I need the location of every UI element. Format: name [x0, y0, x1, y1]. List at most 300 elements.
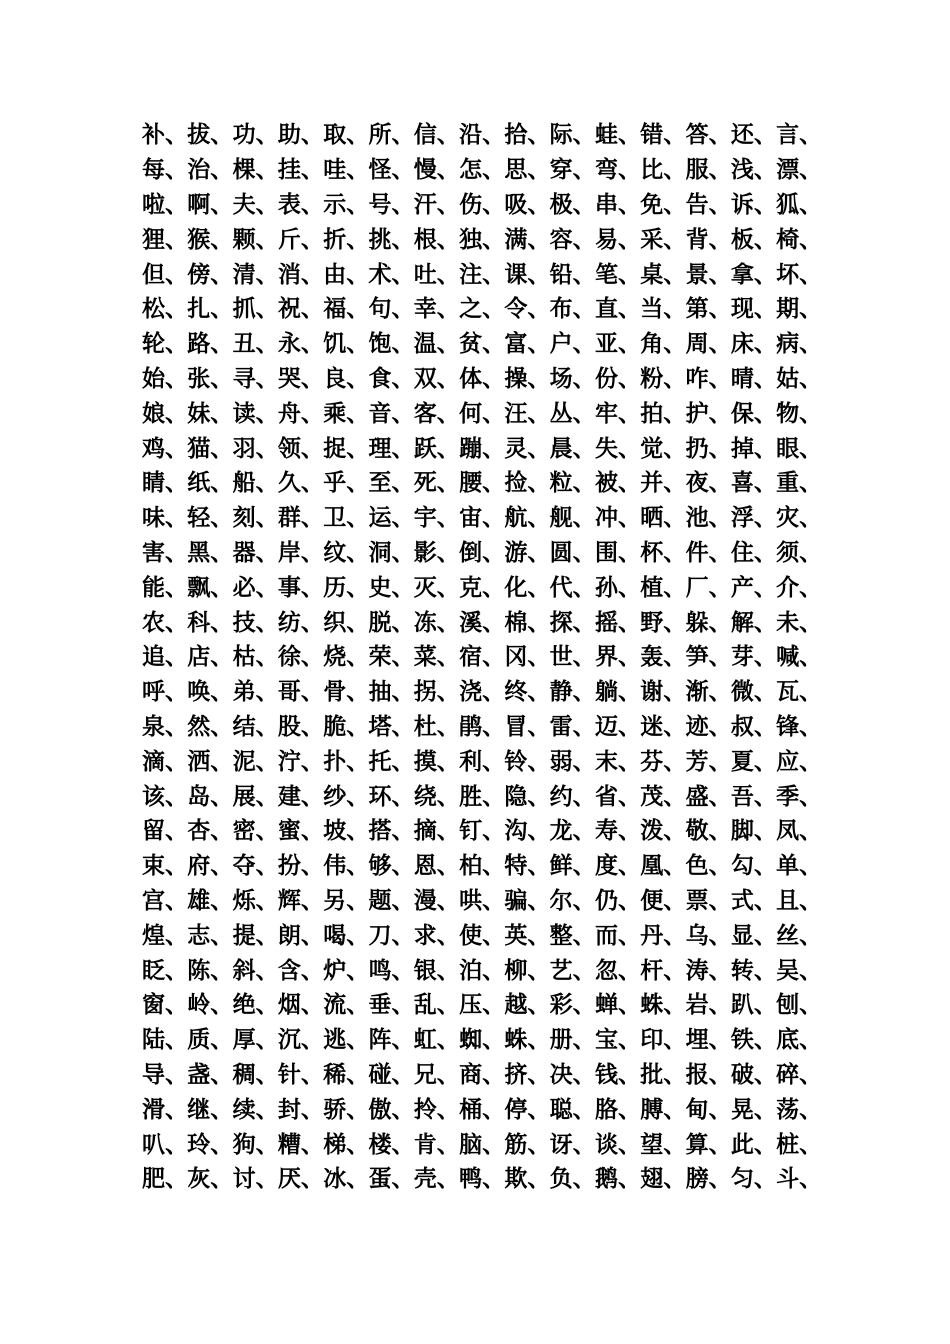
character-item: 采、 [640, 226, 687, 253]
character-item: 滴、 [142, 748, 188, 775]
character-item: 结、 [232, 713, 279, 740]
character-item: 另、 [323, 887, 370, 914]
character-item: 摘、 [413, 818, 460, 845]
character-item: 筋、 [504, 1131, 551, 1158]
character-item: 轰、 [640, 644, 687, 671]
character-row [142, 1127, 822, 1162]
character-item: 烧、 [323, 644, 370, 671]
character-item: 伤、 [459, 191, 506, 218]
character-item: 骗、 [504, 887, 551, 914]
character-item: 泉、 [142, 713, 188, 740]
character-item: 压、 [459, 992, 506, 1019]
character-item: 颗、 [232, 226, 279, 253]
character-item: 灭、 [413, 574, 460, 601]
character-item: 蜘、 [459, 1027, 506, 1054]
character-item: 稀、 [323, 1061, 370, 1088]
character-item: 桩、 [776, 1131, 823, 1158]
character-item: 令、 [504, 296, 551, 323]
character-item: 直、 [594, 296, 641, 323]
character-item: 纺、 [277, 609, 324, 636]
character-item: 而、 [594, 922, 641, 949]
character-item: 拿、 [730, 261, 777, 288]
character-item: 丝、 [776, 922, 823, 949]
character-row [142, 1058, 822, 1093]
character-item: 荣、 [368, 644, 415, 671]
character-item: 建、 [277, 783, 324, 810]
character-item: 躲、 [685, 609, 732, 636]
character-item: 芽、 [730, 644, 777, 671]
character-item: 角、 [640, 331, 687, 358]
character-item: 岩、 [685, 992, 732, 1019]
character-item: 恩、 [413, 853, 460, 880]
character-item: 始、 [142, 365, 188, 392]
character-item: 言、 [776, 122, 823, 149]
character-item: 张、 [187, 365, 234, 392]
character-item: 越、 [504, 992, 551, 1019]
character-item: 比、 [640, 157, 687, 184]
character-item: 串、 [594, 191, 641, 218]
character-item: 芬、 [640, 748, 687, 775]
character-row [142, 1023, 822, 1058]
character-item: 特、 [504, 853, 551, 880]
character-item: 摸、 [413, 748, 460, 775]
character-item: 蛛、 [640, 992, 687, 1019]
character-item: 蛙、 [594, 122, 641, 149]
character-item: 饥、 [323, 331, 370, 358]
character-item: 式、 [730, 887, 777, 914]
character-item: 束、 [142, 853, 188, 880]
character-item: 幸、 [413, 296, 460, 323]
character-item: 烟、 [277, 992, 324, 1019]
character-item: 续、 [232, 1096, 279, 1123]
character-item: 搭、 [368, 818, 415, 845]
character-item: 桌、 [640, 261, 687, 288]
character-item: 破、 [730, 1061, 777, 1088]
character-item: 末、 [594, 748, 641, 775]
character-item: 野、 [640, 609, 687, 636]
character-item: 怪、 [368, 157, 415, 184]
character-item: 告、 [685, 191, 732, 218]
character-item: 拾、 [504, 122, 551, 149]
character-item: 迹、 [685, 713, 732, 740]
character-item: 体、 [459, 365, 506, 392]
character-item: 整、 [549, 922, 596, 949]
character-item: 捡、 [504, 470, 551, 497]
character-item: 浇、 [459, 679, 506, 706]
character-item: 灵、 [504, 435, 551, 462]
character-item: 银、 [413, 957, 460, 984]
character-item: 密、 [232, 818, 279, 845]
character-item: 宫、 [142, 887, 188, 914]
character-item: 躺、 [594, 679, 641, 706]
character-item: 菜、 [413, 644, 460, 671]
character-item: 所、 [368, 122, 415, 149]
character-item: 味、 [142, 505, 188, 532]
character-item: 兄、 [413, 1061, 460, 1088]
character-item: 坏、 [776, 261, 823, 288]
character-item: 骨、 [323, 679, 370, 706]
character-item: 治、 [187, 157, 234, 184]
character-item: 龙、 [549, 818, 596, 845]
character-item: 舟、 [277, 400, 324, 427]
character-item: 由、 [323, 261, 370, 288]
character-item: 度、 [594, 853, 641, 880]
character-item: 该、 [142, 783, 188, 810]
character-item: 第、 [685, 296, 732, 323]
character-item: 周、 [685, 331, 732, 358]
character-item: 当、 [640, 296, 687, 323]
character-item: 现、 [730, 296, 777, 323]
character-item: 期、 [776, 296, 823, 323]
character-item: 极、 [549, 191, 596, 218]
character-item: 易、 [594, 226, 641, 253]
character-item: 双、 [413, 365, 460, 392]
character-item: 绕、 [413, 783, 460, 810]
character-item: 宇、 [413, 505, 460, 532]
character-item: 食、 [368, 365, 415, 392]
character-item: 抓、 [232, 296, 279, 323]
character-item: 思、 [504, 157, 551, 184]
character-item: 趴、 [730, 992, 777, 1019]
character-item: 票、 [685, 887, 732, 914]
character-row [142, 710, 822, 745]
character-item: 钉、 [459, 818, 506, 845]
character-item: 求、 [413, 922, 460, 949]
character-item: 追、 [142, 644, 188, 671]
character-item: 鸡、 [142, 435, 188, 462]
character-item: 取、 [323, 122, 370, 149]
character-item: 诉、 [730, 191, 777, 218]
character-item: 逃、 [323, 1027, 370, 1054]
character-item: 乘、 [323, 400, 370, 427]
character-item: 注、 [459, 261, 506, 288]
character-item: 跃、 [413, 435, 460, 462]
character-item: 岭、 [187, 992, 234, 1019]
character-item: 桶、 [459, 1096, 506, 1123]
character-item: 克、 [459, 574, 506, 601]
character-item: 垂、 [368, 992, 415, 1019]
character-item: 久、 [277, 470, 324, 497]
character-item: 胜、 [459, 783, 506, 810]
character-item: 信、 [413, 122, 460, 149]
character-item: 松、 [142, 296, 188, 323]
character-item: 音、 [368, 400, 415, 427]
character-item: 胳、 [594, 1096, 641, 1123]
character-item: 并、 [640, 470, 687, 497]
character-item: 扎、 [187, 296, 234, 323]
character-item: 鹅、 [594, 1166, 641, 1193]
character-item: 物、 [776, 400, 823, 427]
character-item: 助、 [277, 122, 324, 149]
character-item: 富、 [504, 331, 551, 358]
character-item: 影、 [413, 539, 460, 566]
character-item: 流、 [323, 992, 370, 1019]
character-item: 何、 [459, 400, 506, 427]
character-item: 操、 [504, 365, 551, 392]
character-item: 叭、 [142, 1131, 188, 1158]
character-item: 应、 [776, 748, 823, 775]
character-row [142, 188, 822, 223]
character-item: 丛、 [549, 400, 596, 427]
character-item: 际、 [549, 122, 596, 149]
character-row [142, 918, 822, 953]
character-item: 清、 [232, 261, 279, 288]
character-item: 含、 [277, 957, 324, 984]
character-item: 厌、 [277, 1166, 324, 1193]
character-item: 陆、 [142, 1027, 188, 1054]
character-item: 泼、 [640, 818, 687, 845]
character-item: 独、 [459, 226, 506, 253]
character-item: 凤、 [776, 818, 823, 845]
character-item: 碎、 [776, 1061, 823, 1088]
character-item: 游、 [504, 539, 551, 566]
character-item: 批、 [640, 1061, 687, 1088]
character-item: 沉、 [277, 1027, 324, 1054]
character-item: 静、 [549, 679, 596, 706]
character-item: 英、 [504, 922, 551, 949]
character-item: 理、 [368, 435, 415, 462]
character-item: 洒、 [187, 748, 234, 775]
character-item: 提、 [232, 922, 279, 949]
character-item: 环、 [368, 783, 415, 810]
character-item: 化、 [504, 574, 551, 601]
character-item: 艺、 [549, 957, 596, 984]
character-item: 吾、 [730, 783, 777, 810]
character-item: 蛛、 [504, 1027, 551, 1054]
character-item: 睛、 [142, 470, 188, 497]
character-item: 店、 [187, 644, 234, 671]
character-item: 鹃、 [459, 713, 506, 740]
character-row [142, 362, 822, 397]
character-item: 狗、 [232, 1131, 279, 1158]
character-item: 瓦、 [776, 679, 823, 706]
character-row [142, 849, 822, 884]
character-row [142, 744, 822, 779]
character-item: 椅、 [776, 226, 823, 253]
character-item: 哥、 [277, 679, 324, 706]
character-item: 纹、 [323, 539, 370, 566]
character-item: 甸、 [685, 1096, 732, 1123]
character-item: 埋、 [685, 1027, 732, 1054]
character-item: 笋、 [685, 644, 732, 671]
character-item: 必、 [232, 574, 279, 601]
character-item: 牢、 [594, 400, 641, 427]
character-row [142, 988, 822, 1023]
character-row [142, 327, 822, 362]
character-item: 冈、 [504, 644, 551, 671]
character-item: 报、 [685, 1061, 732, 1088]
character-item: 器、 [232, 539, 279, 566]
character-item: 吴、 [776, 957, 823, 984]
character-item: 滑、 [142, 1096, 188, 1123]
character-item: 住、 [730, 539, 777, 566]
character-item: 代、 [549, 574, 596, 601]
character-item: 使、 [459, 922, 506, 949]
character-item: 玲、 [187, 1131, 234, 1158]
character-item: 床、 [730, 331, 777, 358]
character-item: 浅、 [730, 157, 777, 184]
character-item: 聪、 [549, 1096, 596, 1123]
character-item: 冻、 [413, 609, 460, 636]
character-item: 轻、 [187, 505, 234, 532]
character-item: 停、 [504, 1096, 551, 1123]
character-item: 杆、 [640, 957, 687, 984]
character-item: 朗、 [277, 922, 324, 949]
character-item: 咋、 [685, 365, 732, 392]
character-item: 壳、 [413, 1166, 460, 1193]
character-item: 错、 [640, 122, 687, 149]
character-item: 鸣、 [368, 957, 415, 984]
character-item: 农、 [142, 609, 188, 636]
character-item: 泞、 [277, 748, 324, 775]
character-item: 至、 [368, 470, 415, 497]
character-item: 祝、 [277, 296, 324, 323]
character-item: 稠、 [232, 1061, 279, 1088]
character-item: 功、 [232, 122, 279, 149]
character-item: 阵、 [368, 1027, 415, 1054]
character-row [142, 640, 822, 675]
character-item: 运、 [368, 505, 415, 532]
character-item: 敬、 [685, 818, 732, 845]
character-row [142, 431, 822, 466]
character-item: 欺、 [504, 1166, 551, 1193]
character-item: 但、 [142, 261, 188, 288]
character-item: 针、 [277, 1061, 324, 1088]
character-item: 夜、 [685, 470, 732, 497]
character-item: 负、 [549, 1166, 596, 1193]
character-item: 景、 [685, 261, 732, 288]
character-item: 挂、 [277, 157, 324, 184]
character-item: 导、 [142, 1061, 188, 1088]
character-item: 微、 [730, 679, 777, 706]
character-row [142, 1092, 822, 1127]
character-item: 乌、 [685, 922, 732, 949]
character-item: 楼、 [368, 1131, 415, 1158]
character-item: 眼、 [776, 435, 823, 462]
character-item: 膊、 [640, 1096, 687, 1123]
character-item: 服、 [685, 157, 732, 184]
character-item: 溪、 [459, 609, 506, 636]
character-item: 读、 [232, 400, 279, 427]
character-item: 死、 [413, 470, 460, 497]
character-item: 商、 [459, 1061, 506, 1088]
character-item: 池、 [685, 505, 732, 532]
character-item: 补、 [142, 122, 188, 149]
character-item: 护、 [685, 400, 732, 427]
character-item: 晨、 [549, 435, 596, 462]
character-item: 害、 [142, 539, 188, 566]
character-item: 笔、 [594, 261, 641, 288]
character-item: 吸、 [504, 191, 551, 218]
character-item: 忽、 [594, 957, 641, 984]
character-item: 航、 [504, 505, 551, 532]
character-item: 够、 [368, 853, 415, 880]
character-item: 喜、 [730, 470, 777, 497]
character-row [142, 884, 822, 919]
character-item: 喝、 [323, 922, 370, 949]
character-item: 利、 [459, 748, 506, 775]
character-item: 份、 [594, 365, 641, 392]
character-item: 扮、 [277, 853, 324, 880]
character-item: 册、 [549, 1027, 596, 1054]
character-item: 腰、 [459, 470, 506, 497]
character-item: 汗、 [413, 191, 460, 218]
character-item: 勾、 [730, 853, 777, 880]
character-item: 蝉、 [594, 992, 641, 1019]
character-item: 抽、 [368, 679, 415, 706]
character-item: 迷、 [640, 713, 687, 740]
character-item: 捉、 [323, 435, 370, 462]
character-item: 扑、 [323, 748, 370, 775]
character-item: 史、 [368, 574, 415, 601]
character-item: 肥、 [142, 1166, 188, 1193]
character-item: 枯、 [232, 644, 279, 671]
character-item: 叔、 [730, 713, 777, 740]
character-item: 锋、 [776, 713, 823, 740]
character-item: 慢、 [413, 157, 460, 184]
character-item: 课、 [504, 261, 551, 288]
character-item: 洞、 [368, 539, 415, 566]
character-item: 泥、 [232, 748, 279, 775]
character-item: 傍、 [187, 261, 234, 288]
character-item: 隐、 [504, 783, 551, 810]
character-item: 晒、 [640, 505, 687, 532]
character-item: 冒、 [504, 713, 551, 740]
character-item: 哭、 [277, 365, 324, 392]
character-item: 窗、 [142, 992, 188, 1019]
character-item: 府、 [187, 853, 234, 880]
character-item: 尔、 [549, 887, 596, 914]
character-item: 倒、 [459, 539, 506, 566]
character-item: 示、 [323, 191, 370, 218]
character-item: 解、 [730, 609, 777, 636]
character-item: 场、 [549, 365, 596, 392]
character-item: 迈、 [594, 713, 641, 740]
character-item: 徐、 [277, 644, 324, 671]
character-item: 答、 [685, 122, 732, 149]
character-item: 扔、 [685, 435, 732, 462]
character-row [142, 222, 822, 257]
character-row [142, 118, 822, 153]
character-item: 底、 [776, 1027, 823, 1054]
character-item: 拍、 [640, 400, 687, 427]
character-item: 渐、 [685, 679, 732, 706]
character-item: 陈、 [187, 957, 234, 984]
character-item: 柏、 [459, 853, 506, 880]
character-item: 船、 [232, 470, 279, 497]
character-item: 背、 [685, 226, 732, 253]
character-item: 妹、 [187, 400, 234, 427]
character-item: 厂、 [685, 574, 732, 601]
character-item: 然、 [187, 713, 234, 740]
character-item: 刀、 [368, 922, 415, 949]
character-item: 灰、 [187, 1166, 234, 1193]
character-item: 领、 [277, 435, 324, 462]
character-item: 狐、 [776, 191, 823, 218]
character-item: 傲、 [368, 1096, 415, 1123]
character-item: 绝、 [232, 992, 279, 1019]
character-item: 匀、 [730, 1166, 777, 1193]
character-item: 斤、 [277, 226, 324, 253]
character-item: 杜、 [413, 713, 460, 740]
character-row [142, 675, 822, 710]
character-row [142, 605, 822, 640]
character-item: 宿、 [459, 644, 506, 671]
character-item: 羽、 [232, 435, 279, 462]
character-item: 卫、 [323, 505, 370, 532]
character-item: 脱、 [368, 609, 415, 636]
character-item: 留、 [142, 818, 188, 845]
